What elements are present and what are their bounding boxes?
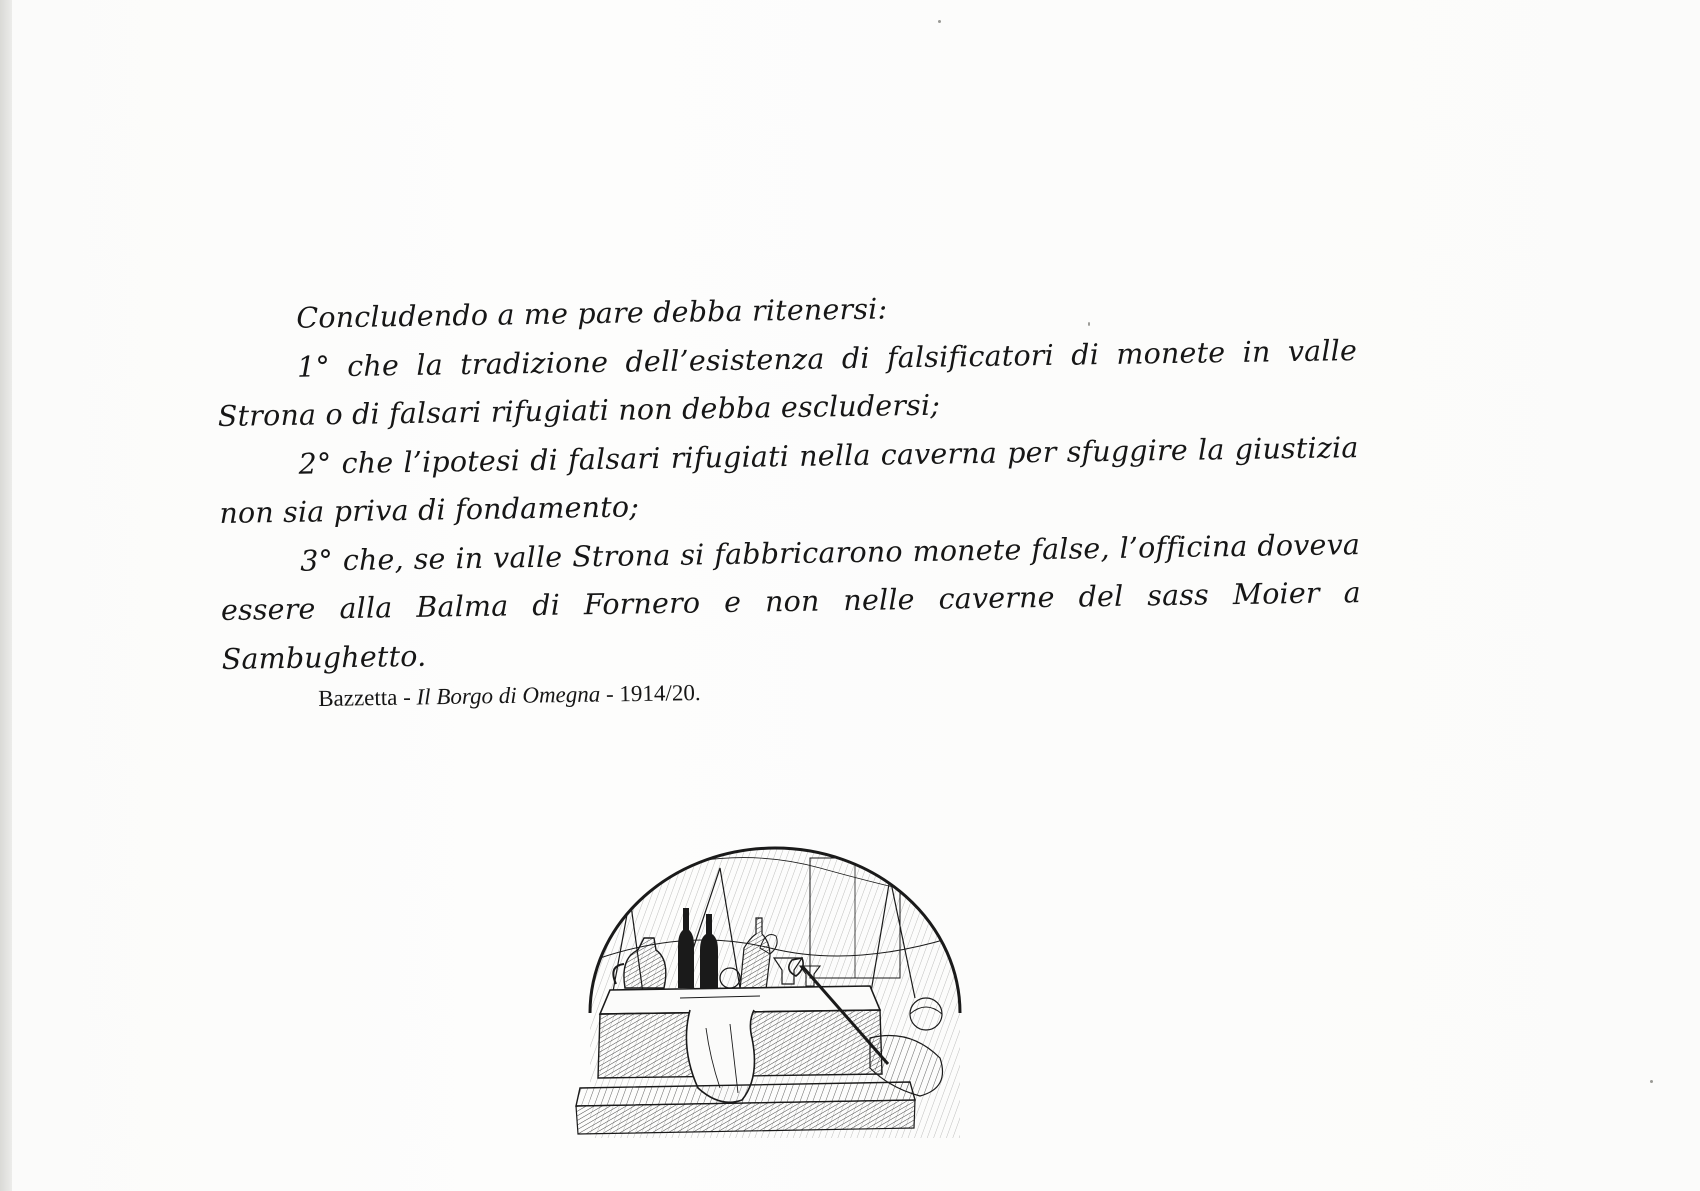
citation-year: 1914/20. [619,679,701,707]
table [576,986,915,1134]
citation-separator: - [397,684,417,710]
paragraph-intro: Concludendo a me pare debba ritenersi: [296,292,888,335]
paragraph-point-1: 1° che la tradizione dell’esistenza di falsificatori di monete in valle Strona o di falsari rifugiati non debba escludersi; [217,333,1358,433]
paragraph-point-2: 2° che l’ipotesi di falsari rifugiati nella caverna per sfuggire la giustizia non sia priva di fondamento; [219,430,1359,530]
paper-speck [1650,1080,1653,1083]
paragraph-point-3: 3° che, se in valle Strona si fabbricarono monete false, l’officina doveva essere alla Balma di Fornero e non nelle caverne del sass Moier a Sambughetto. [220,527,1362,676]
citation-work-title: Il Borgo di Omegna [416,681,601,710]
book-binding-shadow [0,0,12,1191]
paper-speck [938,20,941,23]
citation-separator: - [600,681,620,707]
citation-author: Bazzetta [318,684,398,711]
quoted-passage [216,278,1362,684]
still-life-vignette-illustration [570,838,980,1138]
